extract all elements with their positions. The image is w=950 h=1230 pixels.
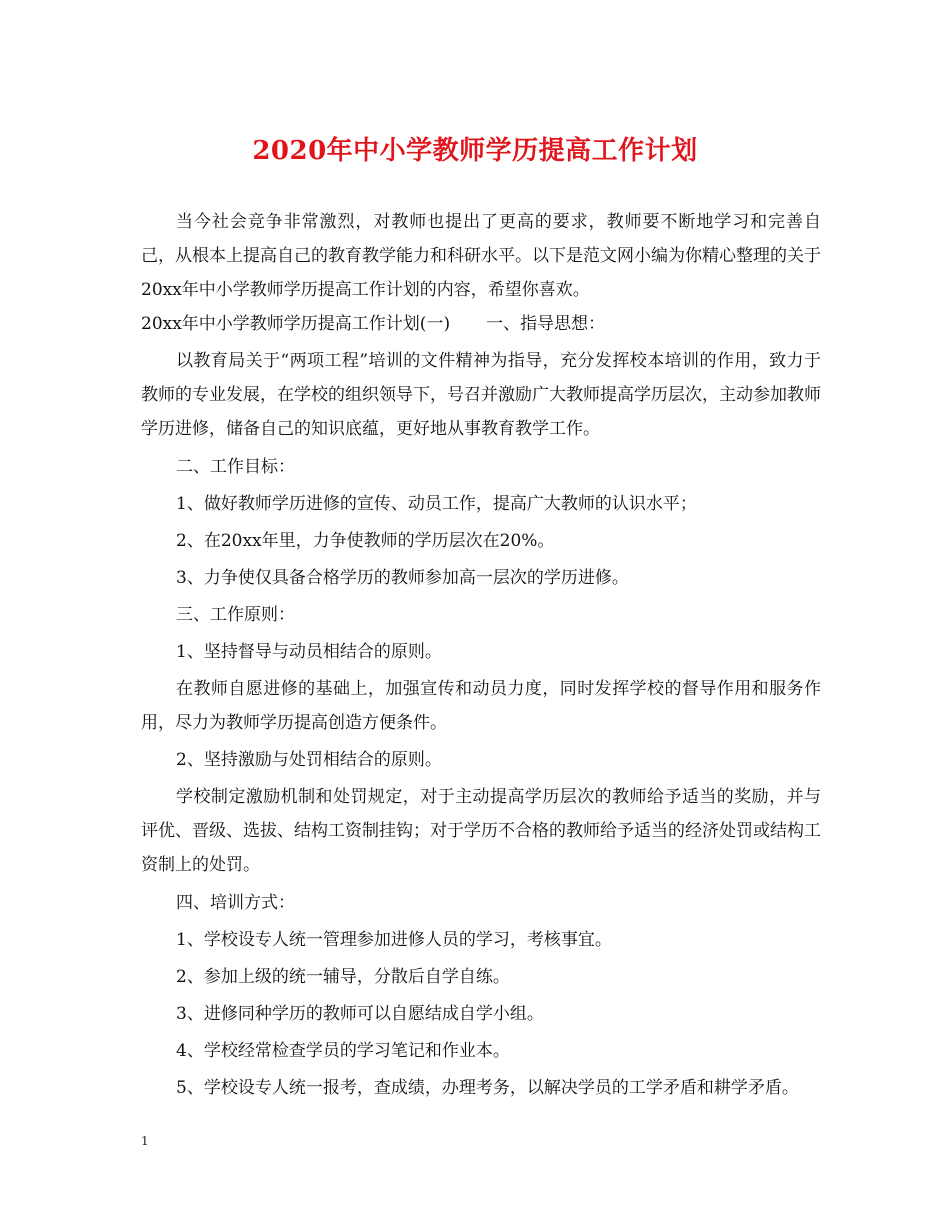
section-heading-methods: 四、培训方式： <box>176 893 295 913</box>
goal-item-1: 1、做好教师学历进修的宣传、动员工作，提高广大教师的认识水平； <box>176 494 697 514</box>
method-item-4: 4、学校经常检查学员的学习笔记和作业本。 <box>176 1041 510 1061</box>
document-title: 2020年中小学教师学历提高工作计划 <box>252 136 698 166</box>
method-item-1: 1、学校设专人统一管理参加进修人员的学习，考核事宜。 <box>176 930 612 950</box>
intro-paragraph: 当今社会竞争非常激烈，对教师也提出了更高的要求，教师要不断地学习和完善自己，从根本上提高自己的教育教学能力和科研水平。以下是范文网小编为你精心整理的关于20xx年中小学教师学历提高工作计划的内容，希望你喜欢。 <box>141 212 821 300</box>
principle-1-paragraph: 在教师自愿进修的基础上，加强宣传和动员力度，同时发挥学校的督导作用和服务作用，尽力为教师学历提高创造方便条件。 <box>141 679 821 733</box>
document-body <box>141 205 821 1105</box>
goal-item-3: 3、力争使仅具备合格学历的教师参加高一层次的学历进修。 <box>176 568 629 588</box>
section-heading-goals: 二、工作目标： <box>176 457 295 477</box>
principle-2-paragraph: 学校制定激励机制和处罚规定，对于主动提高学历层次的教师给予适当的奖励，并与评优、晋级、选拔、结构工资制挂钩；对于学历不合格的教师给予适当的经济处罚或结构工资制上的处罚。 <box>141 787 821 875</box>
page-number: 1 <box>141 1134 149 1148</box>
principle-item-1: 1、坚持督导与动员相结合的原则。 <box>176 642 442 662</box>
method-item-5: 5、学校设专人统一报考，查成绩，办理考务，以解决学员的工学矛盾和耕学矛盾。 <box>176 1078 799 1098</box>
plan-subheading <box>141 307 821 341</box>
method-item-3: 3、进修同种学历的教师可以自愿结成自学小组。 <box>176 1004 544 1024</box>
goal-item-2: 2、在20xx年里，力争使教师的学历层次在20%。 <box>176 531 555 551</box>
section-heading-principles: 三、工作原则： <box>176 605 295 625</box>
principle-item-2: 2、坚持激励与处罚相结合的原则。 <box>176 750 442 770</box>
plan-subheading-title: 20xx年中小学教师学历提高工作计划(一) <box>141 314 451 334</box>
guiding-paragraph: 以教育局关于“两项工程”培训的文件精神为指导，充分发挥校本培训的作用，致力于教师的专业发展，在学校的组织领导下，号召并激励广大教师提高学历层次，主动参加教师学历进修，储备自己的知识底蕴，更好地从事教育教学工作。 <box>141 351 821 439</box>
section-heading-guiding: 一、指导思想： <box>486 314 606 334</box>
method-item-2: 2、参加上级的统一辅导，分散后自学自练。 <box>176 967 510 987</box>
